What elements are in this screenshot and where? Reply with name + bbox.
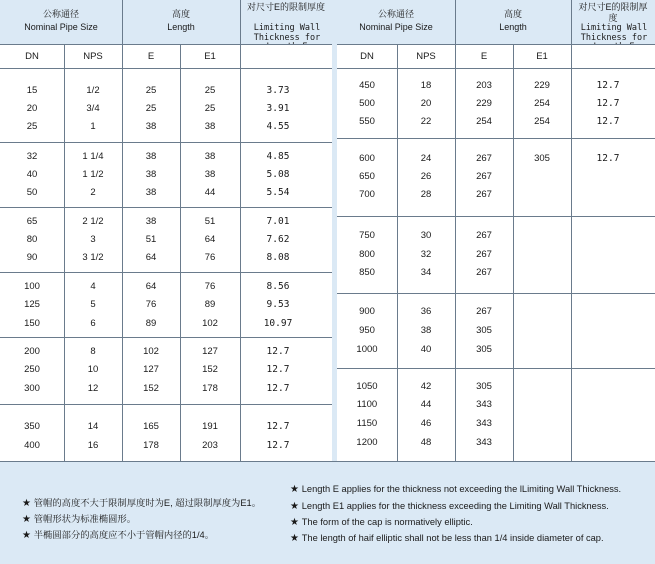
star-icon: ★ — [22, 530, 34, 541]
table-cell: 12.7 — [266, 440, 290, 451]
table-cell: 5.08 — [266, 169, 290, 180]
col-e1: E1 — [204, 51, 216, 62]
table-cell: 10 — [87, 364, 99, 375]
nominal-size-en: Nominal Pipe Size — [359, 22, 433, 32]
note-text: Length E1 applies for the thickness exceeding the Limiting Wall Thickness. — [301, 501, 609, 511]
table-cell: 38 — [204, 121, 216, 132]
table-cell: 1000 — [356, 344, 378, 355]
table-cell: 350 — [24, 421, 40, 432]
table-cell: 3.73 — [266, 85, 290, 96]
table-cell: 4.55 — [266, 121, 290, 132]
table-cell: 900 — [359, 306, 375, 317]
table-cell: 650 — [359, 171, 375, 182]
table-cell: 1050 — [356, 381, 378, 392]
table-cell: 80 — [26, 234, 38, 245]
star-icon: ★ — [290, 533, 302, 544]
table-cell: 15 — [26, 85, 38, 96]
table-cell: 127 — [202, 346, 218, 357]
table-cell: 1 1/2 — [82, 169, 104, 180]
table-cell: 102 — [143, 346, 159, 357]
star-icon: ★ — [290, 517, 302, 528]
table-cell: 64 — [145, 281, 157, 292]
table-cell: 65 — [26, 216, 38, 227]
col-nps: NPS — [83, 51, 103, 62]
star-icon: ★ — [290, 501, 302, 512]
table-cell: 25 — [26, 121, 38, 132]
note-line — [290, 484, 621, 495]
table-cell: 950 — [359, 325, 375, 336]
table-cell: 48 — [420, 437, 432, 448]
nominal-size-cn: 公称通径 — [42, 9, 79, 19]
table-cell: 229 — [534, 80, 550, 91]
note-line — [290, 517, 473, 528]
table-cell: 178 — [202, 383, 218, 394]
note-text: The form of the cap is normatively elliptic. — [301, 517, 473, 527]
note-text: The length of haif elliptic shall not be less than 1/4 inside diameter of cap. — [301, 533, 604, 543]
table-cell: 1 1/4 — [82, 151, 104, 162]
table-cell: 14 — [87, 421, 99, 432]
length-cn: 高度 — [171, 9, 190, 19]
table-cell: 267 — [476, 249, 492, 260]
table-cell: 38 — [145, 169, 157, 180]
table-cell: 700 — [359, 189, 375, 200]
table-cell: 32 — [420, 249, 432, 260]
table-cell: 127 — [143, 364, 159, 375]
table-cell: 38 — [145, 187, 157, 198]
table-cell: 25 — [204, 103, 216, 114]
table-cell: 1150 — [356, 418, 378, 429]
note-line — [290, 533, 604, 544]
table-cell: 6 — [90, 318, 96, 329]
table-cell: 25 — [145, 85, 157, 96]
table-cell: 36 — [420, 306, 432, 317]
table-cell: 3 1/2 — [82, 252, 104, 263]
col-e1: E1 — [536, 51, 548, 62]
table-cell: 12.7 — [266, 383, 290, 394]
table-cell: 250 — [24, 364, 40, 375]
table-cell: 267 — [476, 230, 492, 241]
table-cell: 18 — [420, 80, 432, 91]
table-cell: 203 — [202, 440, 218, 451]
table-cell: 267 — [476, 267, 492, 278]
table-cell: 76 — [204, 252, 216, 263]
table-cell: 2 1/2 — [82, 216, 104, 227]
table-cell: 400 — [24, 440, 40, 451]
table-cell: 3.91 — [266, 103, 290, 114]
table-cell: 1/2 — [86, 85, 100, 96]
table-cell: 51 — [204, 216, 216, 227]
table-cell: 254 — [534, 98, 550, 109]
table-cell: 500 — [359, 98, 375, 109]
table-cell: 450 — [359, 80, 375, 91]
right-subheader — [337, 44, 655, 69]
table-cell: 44 — [204, 187, 216, 198]
col-nps: NPS — [416, 51, 436, 62]
table-cell: 10.97 — [263, 318, 293, 329]
table-cell: 30 — [420, 230, 432, 241]
table-cell: 34 — [420, 267, 432, 278]
table-cell: 203 — [476, 80, 492, 91]
col-e: E — [480, 51, 488, 62]
table-cell: 191 — [202, 421, 218, 432]
note-text: 半椭圆部分的高度应不小于管帽内径的1/4。 — [33, 530, 215, 540]
table-cell: 267 — [476, 171, 492, 182]
note-line — [22, 511, 136, 525]
col-dn: DN — [360, 51, 374, 62]
table-cell: 305 — [534, 153, 550, 164]
table-cell: 40 — [420, 344, 432, 355]
table-cell: 89 — [204, 299, 216, 310]
table-cell: 305 — [476, 381, 492, 392]
note-line — [22, 495, 261, 509]
table-cell: 550 — [359, 116, 375, 127]
table-cell: 800 — [359, 249, 375, 260]
table-cell: 28 — [420, 189, 432, 200]
left-table — [0, 0, 332, 461]
table-cell: 12.7 — [266, 421, 290, 432]
nominal-size-en: Nominal Pipe Size — [24, 22, 98, 32]
table-cell: 32 — [26, 151, 38, 162]
table-cell: 254 — [534, 116, 550, 127]
table-cell: 300 — [24, 383, 40, 394]
table-cell: 343 — [476, 437, 492, 448]
length-cn: 高度 — [503, 9, 522, 19]
table-cell: 125 — [24, 299, 40, 310]
table-cell: 3/4 — [86, 103, 100, 114]
table-cell: 267 — [476, 189, 492, 200]
table-cell: 20 — [26, 103, 38, 114]
table-cell: 750 — [359, 230, 375, 241]
table-cell: 20 — [420, 98, 432, 109]
table-cell: 8 — [90, 346, 96, 357]
table-cell: 38 — [204, 169, 216, 180]
table-cell: 76 — [204, 281, 216, 292]
table-cell: 3 — [90, 234, 96, 245]
table-cell: 50 — [26, 187, 38, 198]
table-cell: 12.7 — [596, 116, 620, 127]
star-icon: ★ — [22, 514, 34, 525]
table-cell: 40 — [26, 169, 38, 180]
table-cell: 24 — [420, 153, 432, 164]
table-cell: 12.7 — [266, 364, 290, 375]
table-cell: 4 — [90, 281, 96, 292]
table-cell: 8.08 — [266, 252, 290, 263]
table-cell: 850 — [359, 267, 375, 278]
table-cell: 1 — [90, 121, 96, 132]
left-header — [0, 0, 332, 44]
table-cell: 51 — [145, 234, 157, 245]
table-cell: 16 — [87, 440, 99, 451]
table-cell: 152 — [143, 383, 159, 394]
limit-thickness-en: Limiting Wall Thickness for — [253, 23, 321, 43]
table-cell: 1100 — [356, 399, 378, 410]
table-cell: 7.62 — [266, 234, 290, 245]
table-cell: 38 — [145, 216, 157, 227]
table-cell: 76 — [145, 299, 157, 310]
table-cell: 2 — [90, 187, 96, 198]
table-cell: 178 — [143, 440, 159, 451]
col-e: E — [147, 51, 155, 62]
table-cell: 5 — [90, 299, 96, 310]
note-line — [22, 527, 214, 541]
note-text: 管帽形状为标准椭圆形。 — [33, 514, 137, 524]
limit-thickness-en: Limiting Wall Thickness for — [580, 23, 648, 43]
table-cell: 343 — [476, 399, 492, 410]
table-cell: 64 — [145, 252, 157, 263]
table-cell: 12.7 — [596, 153, 620, 164]
table-cell: 46 — [420, 418, 432, 429]
table-cell: 343 — [476, 418, 492, 429]
limit-thickness-cn: 对尺寸E的限制厚度 — [246, 2, 325, 12]
table-cell: 100 — [24, 281, 40, 292]
table-cell: 600 — [359, 153, 375, 164]
table-cell: 152 — [202, 364, 218, 375]
table-cell: 64 — [204, 234, 216, 245]
table-cell: 44 — [420, 399, 432, 410]
table-cell: 22 — [420, 116, 432, 127]
note-text: 管帽的高度不大于限制厚度时为E, 超过限制厚度为E1。 — [33, 498, 262, 508]
table-cell: 38 — [420, 325, 432, 336]
length-en: Length — [499, 22, 527, 32]
note-line — [290, 501, 609, 512]
limit-thickness-cn: 对尺寸E的限制厚度 — [578, 2, 648, 23]
table-cell: 12.7 — [596, 98, 620, 109]
table-cell: 267 — [476, 306, 492, 317]
star-icon: ★ — [22, 498, 34, 509]
table-cell: 12.7 — [266, 346, 290, 357]
table-cell: 102 — [202, 318, 218, 329]
table-cell: 90 — [26, 252, 38, 263]
table-cell: 12.7 — [596, 80, 620, 91]
table-cell: 5.54 — [266, 187, 290, 198]
table-cell: 165 — [143, 421, 159, 432]
table-cell: 1200 — [356, 437, 378, 448]
note-text: Length E applies for the thickness not exceeding the lLimiting Wall Thickness. — [301, 484, 622, 494]
table-cell: 38 — [204, 151, 216, 162]
table-cell: 26 — [420, 171, 432, 182]
table-cell: 267 — [476, 153, 492, 164]
table-cell: 150 — [24, 318, 40, 329]
star-icon: ★ — [290, 484, 302, 495]
table-cell: 4.85 — [266, 151, 290, 162]
length-en: Length — [167, 22, 195, 32]
table-cell: 25 — [145, 103, 157, 114]
nominal-size-cn: 公称通径 — [377, 9, 414, 19]
notes-section — [0, 461, 655, 564]
table-cell: 7.01 — [266, 216, 290, 227]
left-subheader — [0, 44, 332, 69]
table-cell: 229 — [476, 98, 492, 109]
table-cell: 8.56 — [266, 281, 290, 292]
col-dn: DN — [25, 51, 39, 62]
table-cell: 38 — [145, 121, 157, 132]
table-cell: 305 — [476, 325, 492, 336]
right-header — [337, 0, 655, 44]
table-cell: 25 — [204, 85, 216, 96]
table-cell: 12 — [87, 383, 99, 394]
table-cell: 42 — [420, 381, 432, 392]
table-cell: 254 — [476, 116, 492, 127]
table-cell: 38 — [145, 151, 157, 162]
table-cell: 200 — [24, 346, 40, 357]
table-cell: 9.53 — [266, 299, 290, 310]
right-table — [337, 0, 655, 461]
table-cell: 89 — [145, 318, 157, 329]
table-cell: 305 — [476, 344, 492, 355]
